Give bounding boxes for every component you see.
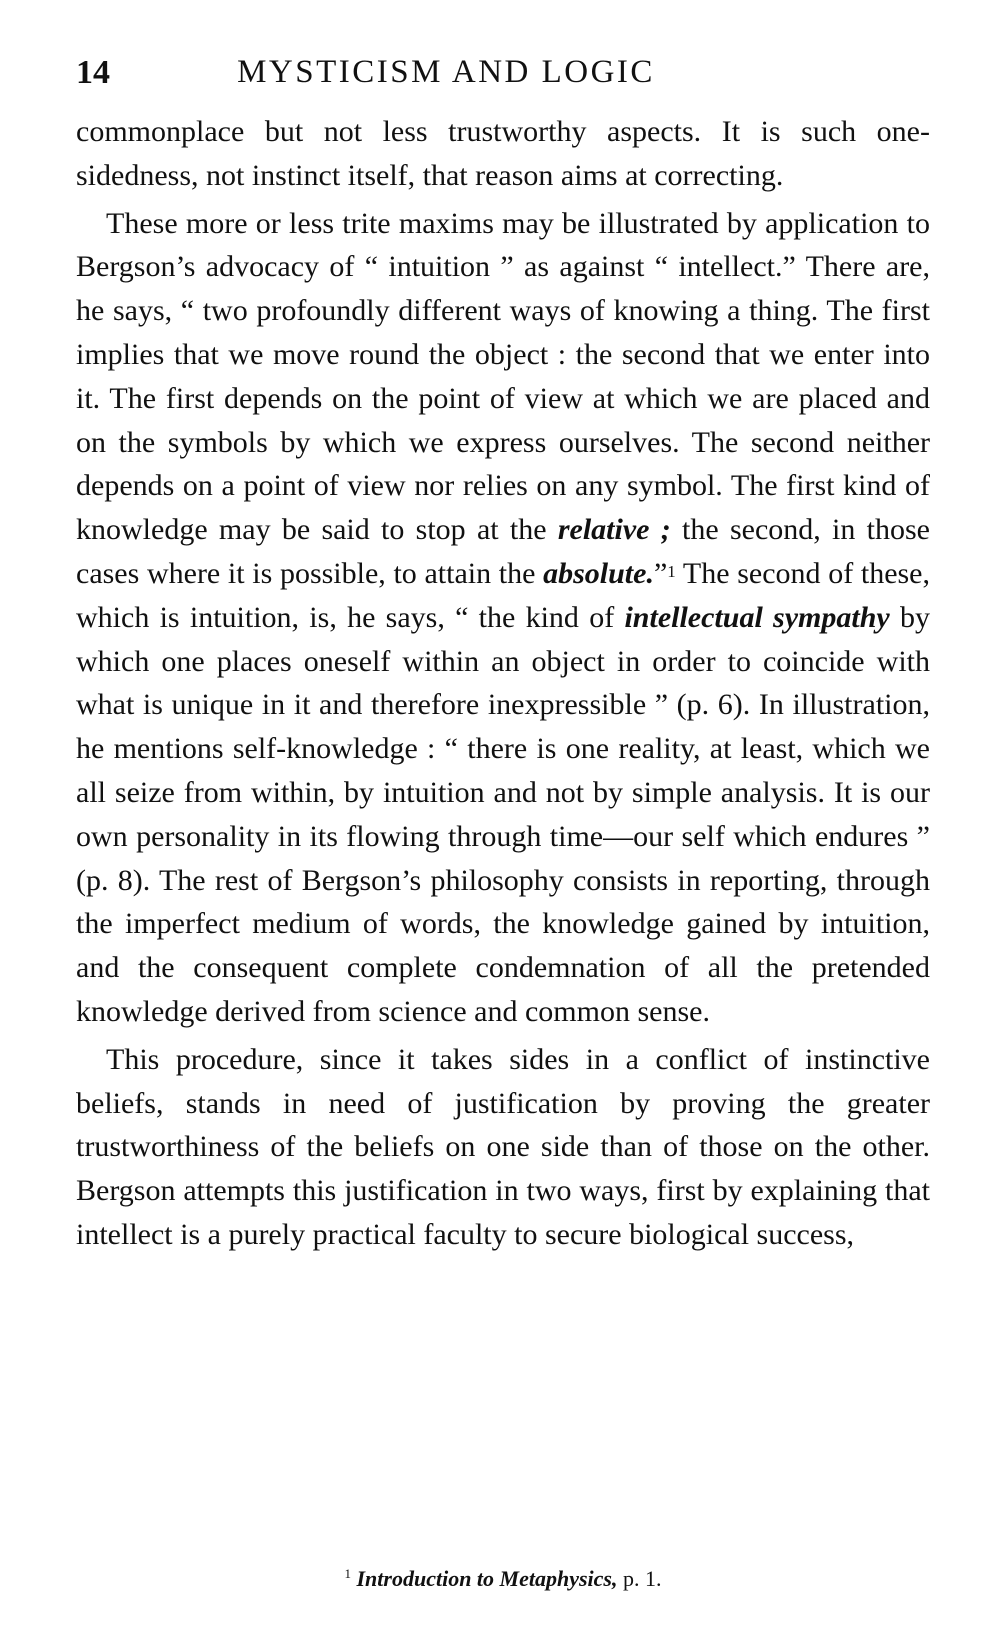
paragraph-text: The second of these, which is intuition, is, he says, “ the kind of	[76, 556, 930, 634]
footnote-marker: 1	[344, 1566, 351, 1581]
page-number: 14	[76, 54, 110, 91]
emphasis-intellectual-sympathy: intellectual sympathy	[624, 600, 890, 634]
emphasis-absolute: absolute.	[543, 556, 654, 590]
footnote-reference: 1	[667, 561, 676, 581]
running-head	[76, 48, 936, 98]
paragraph-procedure: This procedure, since it takes sides in a conflict of instinctive beliefs, stands in need of justification by proving the greater trustworthiness of the beliefs on one side than of those on the other. Bergson attempts this justification in two ways, first by explaining that intellect is a purely practical faculty to secure biological success,	[76, 1042, 930, 1251]
paragraph-text: These more or less trite maxims may be illustrated by application to Bergson’s advocacy of “ intuition ” as against “ intellect.” There are, he says, “ two profoundly different ways of knowing a thing. The first implies that we move round the object : the second that we enter into it. The first depends on the point of view at which we are placed and on the symbols by which we express ourselves. The second neither depends on a point of view nor relies on any symbol. The first kind of knowledge may be said to stop at the	[76, 206, 930, 547]
paragraph-intuition	[76, 202, 930, 1034]
footnote-title: Introduction to Metaphysics,	[356, 1566, 618, 1591]
paragraph-text: by which one places oneself within an object in order to coincide with what is unique in it and therefore inexpressible ” (p. 6). In illustration, he mentions self-knowledge : “ there is one reality, at least, which we all seize from within, by intuition and not by simple analysis. It is our own personality in its flowing through time—our self which endures ” (p. 8). The rest of Bergson’s philosophy consists in reporting, through the imperfect medium of words, the knowledge gained by intuition, and the consequent complete condemnation of all the pretended knowledge derived from science and common sense.	[76, 600, 931, 1028]
running-title: MYSTICISM AND LOGIC	[237, 54, 655, 90]
footnote-page: p. 1.	[617, 1566, 662, 1591]
footnote	[76, 1566, 930, 1592]
paragraph-continuation: commonplace but not less trustworthy aspects. It is such one-sidedness, not instinct itself, that reason aims at correcting.	[76, 115, 930, 192]
emphasis-relative: relative ;	[557, 513, 671, 547]
paragraph-text: the second, in those cases where it is possible, to attain the	[76, 513, 930, 590]
quote-mark: ”	[653, 556, 668, 590]
body-text	[76, 110, 930, 1257]
